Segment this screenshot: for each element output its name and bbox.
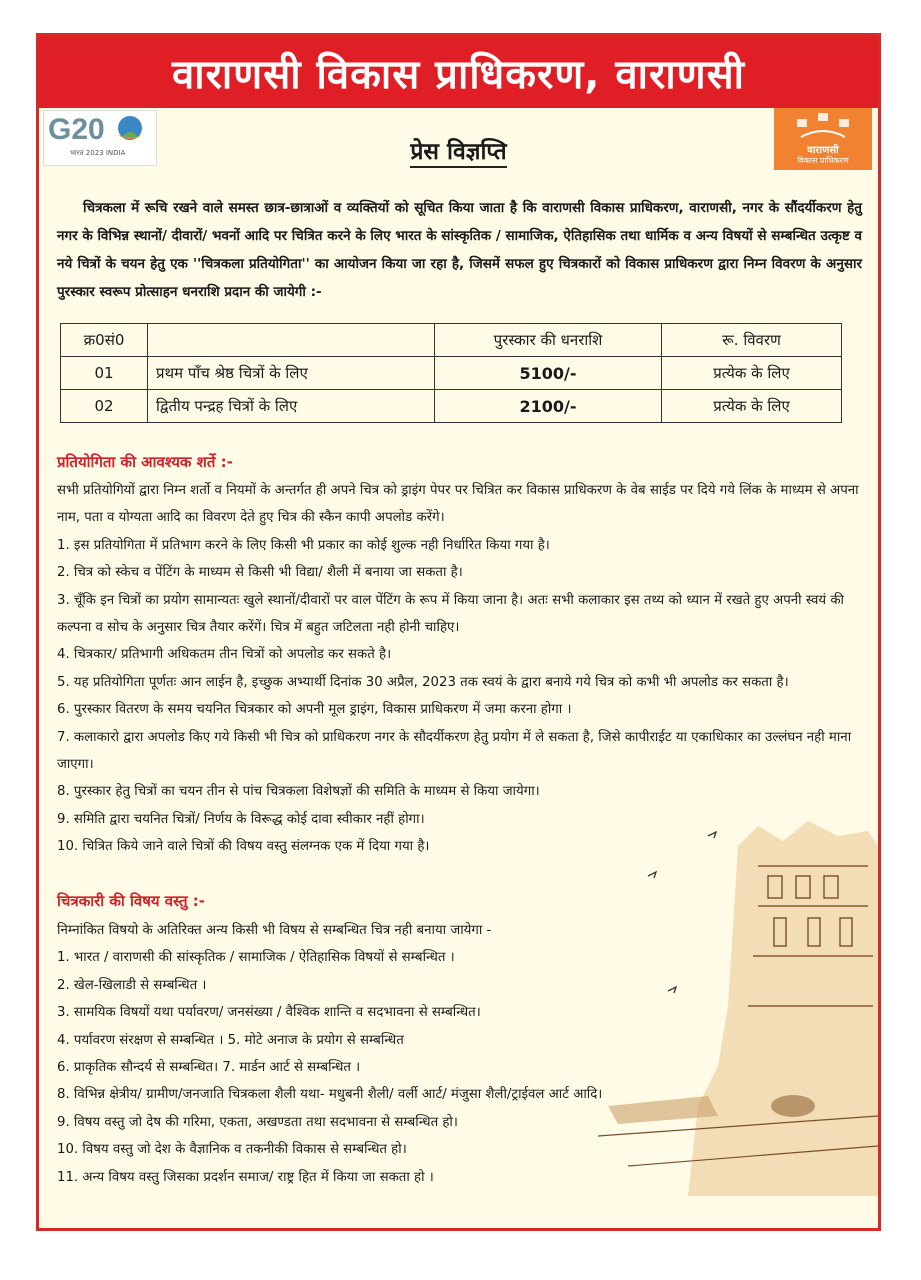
list-item: 8. विभिन्न क्षेत्रीय/ ग्रामीण/जनजाति चित्रकला शैली यथा- मधुबनी शैली/ वर्ली आर्ट/ मंजुसा शैली/ट्राईवल आर्ट आदि। (57, 1087, 603, 1103)
vda-logo-line2: विकास प्राधिकरण (797, 156, 849, 165)
title-banner (39, 36, 878, 108)
table-header-cell (148, 324, 435, 357)
conditions-list (57, 477, 862, 861)
list-item: 4. पर्यावरण संरक्षण से सम्बन्धित । 5. मोटे अनाज के प्रयोग से सम्बन्धित (57, 1032, 404, 1048)
table-cell-description: प्रथम पाँच श्रेष्ठ चित्रों के लिए (148, 357, 435, 390)
prize-table (60, 323, 842, 423)
subjects-title: चित्रकारी की विषय वस्तु :- (57, 892, 205, 910)
table-header-cell: क्र0सं0 (61, 324, 148, 357)
list-item: 1. इस प्रतियोगिता में प्रतिभाग करने के लिए किसी भी प्रकार का कोई शुल्क नही निर्धारित किया गया है। (57, 537, 550, 553)
list-item: 9. समिति द्वारा चयनित चित्रों/ निर्णय के विरूद्ध कोई दावा स्वीकार नहीं होगा। (57, 811, 425, 827)
table-header-cell: पुरस्कार की धनराशि (435, 324, 662, 357)
list-item: 10. चित्रित किये जाने वाले चित्रों की विषय वस्तु संलग्नक एक में दिया गया है। (57, 839, 430, 855)
list-item: 8. पुरस्कार हेतु चित्रों का चयन तीन से पांच चित्रकला विशेषज्ञों की समिति के माध्यम से किया जायेगा। (57, 784, 540, 800)
press-release-frame (36, 33, 881, 1231)
table-header-row (61, 324, 842, 357)
table-cell-description: द्वितीय पन्द्रह चित्रों के लिए (148, 390, 435, 423)
list-item: 5. यह प्रतियोगिता पूर्णतः आन लाईन है, इच्छुक अभ्यार्थी दिनांक 30 अप्रैल, 2023 तक स्वयं के द्वारा बनाये गये चित्र को कभी भी अपलोड कर सकता है। (57, 674, 789, 690)
list-item: 6. प्राकृतिक सौन्दर्य से सम्बन्धित। 7. मार्डन आर्ट से सम्बन्धित । (57, 1060, 361, 1076)
list-item: 6. पुरस्कार वितरण के समय चयनित चित्रकार को अपनी मूल ड्राइंग, विकास प्राधिकरण में जमा करना होगा । (57, 702, 572, 718)
list-item: 11. अन्य विषय वस्तु जिसका प्रदर्शन समाज/ राष्ट्र हित में किया जा सकता हो । (57, 1169, 434, 1185)
list-item: 10. विषय वस्तु जो देश के वैज्ञानिक व तकनीकी विकास से सम्बन्धित हो। (57, 1142, 407, 1158)
g20-logo-text: G20 (48, 113, 105, 146)
subjects-intro: निम्नांकित विषयो के अतिरिक्त अन्य किसी भी विषय से सम्बन्धित चित्र नही बनाया जायेगा - (57, 923, 492, 938)
conditions-intro: सभी प्रतियोगियों द्वारा निम्न शर्तो व नियमों के अन्तर्गत ही अपने चित्र को ड्राइंग पेपर पर चित्रित कर विकास प्राधिकरण के वेब साईड पर दिये गये लिंक के माध्यम से अपना नाम, पता व योग्यता आदि का विवरण देते हुए चित्र की स्कैन कापी अपलोड करेंगे। (57, 483, 859, 526)
list-item: 2. खेल-खिलाडी से सम्बन्धित । (57, 977, 207, 993)
table-cell-amount: 5100/- (435, 357, 662, 390)
table-cell-detail: प्रत्येक के लिए (662, 390, 842, 423)
table-cell-serial: 02 (61, 390, 148, 423)
list-item: 7. कलाकारो द्वारा अपलोड किए गये किसी भी चित्र को प्राधिकरण नगर के सौदर्यीकरण हेतु प्रयोग में ले सकता है, जिसे कापीराईट या एकाधिकार का उल्लंघन नही माना जाएगा। (57, 729, 852, 773)
document-heading (39, 134, 878, 166)
table-cell-amount: 2100/- (435, 390, 662, 423)
varanasi-ghat-sketch (568, 806, 878, 1196)
table-cell-serial: 01 (61, 357, 148, 390)
table-header-cell: रू. विवरण (662, 324, 842, 357)
vda-logo-line1: वाराणसी (807, 145, 839, 156)
conditions-title: प्रतियोगिता की आवश्यक शर्ते :- (57, 453, 233, 471)
list-item: 3. सामयिक विषयों यथा पर्यावरण/ जनसंख्या / वैश्विक शान्ति व सदभावना से सम्बन्धित। (57, 1005, 481, 1021)
table-cell-detail: प्रत्येक के लिए (662, 357, 842, 390)
press-release-title: प्रेस विज्ञप्ति (410, 139, 506, 168)
table-row (61, 390, 842, 423)
list-item: 4. चित्रकार/ प्रतिभागी अधिकतम तीन चित्रों को अपलोड कर सकते है। (57, 647, 392, 663)
list-item: 2. चित्र को स्केच व पेंटिंग के माध्यम से किसी भी विद्या/ शैली में बनाया जा सकता है। (57, 565, 463, 581)
table-row (61, 357, 842, 390)
intro-paragraph: चित्रकला में रूचि रखने वाले समस्त छात्र-छात्राओं व व्यक्तियों को सूचित किया जाता है कि वाराणसी विकास प्राधिकरण, वाराणसी, नगर के सौंदर्यीकरण हेतु नगर के विभिन्न स्थानों/ दीवारों/ भवनों आदि पर चित्रित करने के लिए भारत के सांस्कृतिक / सामाजिक, ऐतिहासिक तथा धार्मिक व अन्य विषयों से सम्बन्धित उत्कृष्ट व नये चित्रों के चयन हेतु एक ''चित्रकला प्रतियोगिता'' का आयोजन किया जा रहा है, जिसमें सफल हुए चित्रकारों को विकास प्राधिकरण द्वारा निम्न विवरण के अनुसार पुरस्कार स्वरूप प्रोत्साहन धनराशि प्रदान की जायेगी :- (57, 199, 862, 300)
list-item: 1. भारत / वाराणसी की सांस्कृतिक / सामाजिक / ऐतिहासिक विषयों से सम्बन्धित । (57, 950, 455, 966)
list-item: 9. विषय वस्तु जो देष की गरिमा, एकता, अखण्डता तथा सदभावना से सम्बन्धित हो। (57, 1114, 458, 1130)
g20-logo-subtext: भारत 2023 INDIA (70, 149, 126, 157)
banner-title: वाराणसी विकास प्राधिकरण, वाराणसी (171, 51, 746, 98)
list-item: 3. चूँकि इन चित्रों का प्रयोग सामान्यतः खुले स्थानों/दीवारों पर वाल पेंटिंग के रूप में किया जाना है। अतः सभी कलाकार इस तथ्य को ध्यान में रखते हुए अपनी स्वयं की कल्पना व सोच के अनुसार चित्र तैयार करेंगें। चित्र में बहुत जटिलता नही होनी चाहिए। (57, 592, 844, 636)
